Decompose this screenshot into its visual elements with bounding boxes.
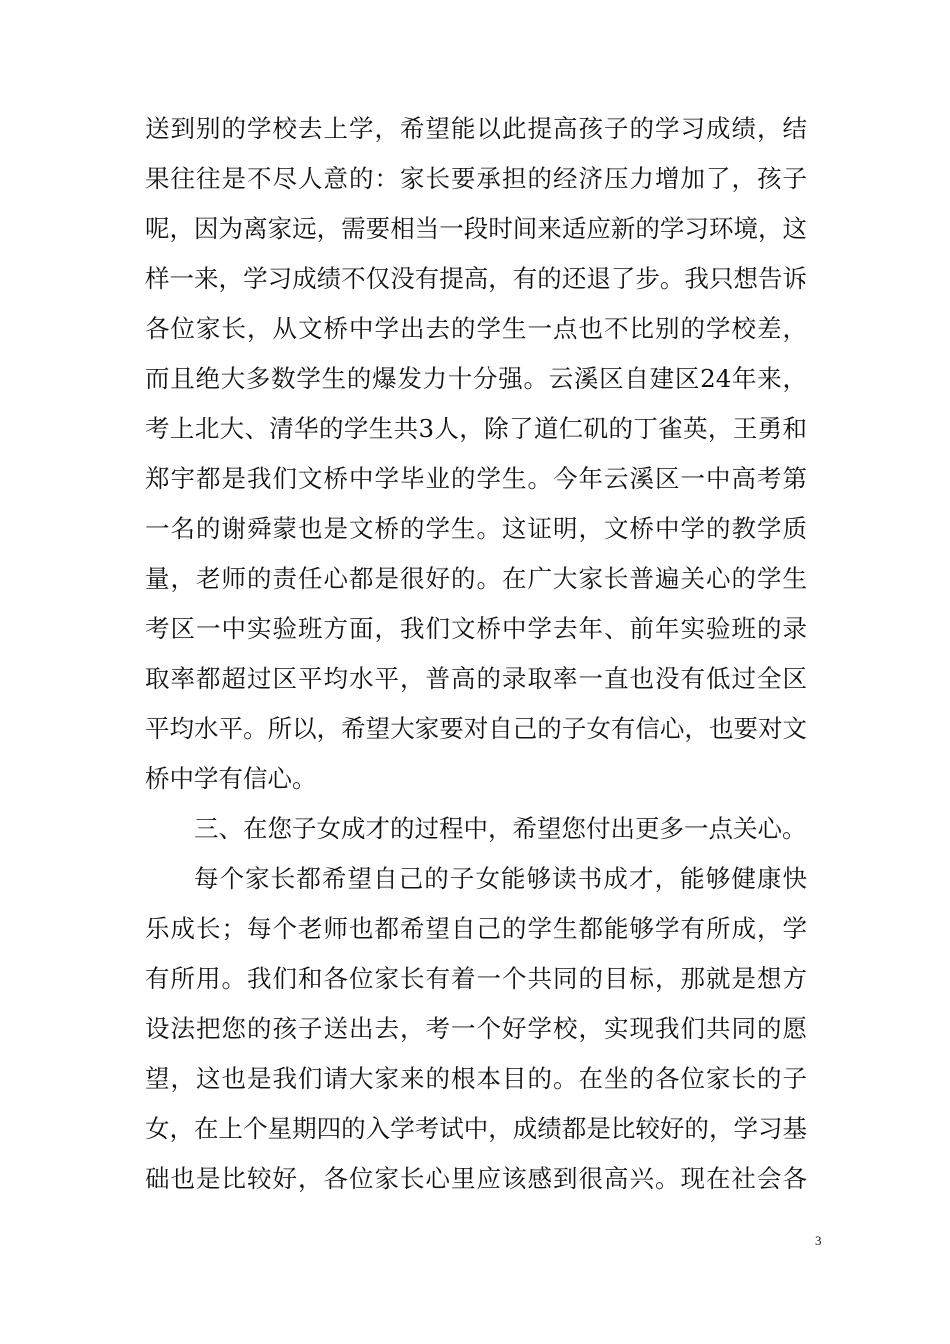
text-line: 一名的谢舜蒙也是文桥的学生。这证明，文桥中学的教学质 — [145, 514, 807, 543]
text-line: 三、在您子女成才的过程中，希望您付出更多一点关心。 — [194, 814, 807, 843]
text-line: 有所用。我们和各位家长有着一个共同的目标，那就是想方 — [145, 964, 807, 993]
text-line: 果往往是不尽人意的：家长要承担的经济压力增加了，孩子 — [145, 164, 807, 193]
text-line: 每个家长都希望自己的子女能够读书成才，能够健康快 — [194, 864, 807, 893]
text-line: 女，在上个星期四的入学考试中，成绩都是比较好的，学习基 — [145, 1114, 807, 1143]
text-line: 设法把您的孩子送出去，考一个好学校，实现我们共同的愿 — [145, 1014, 807, 1043]
text-line: 样一来，学习成绩不仅没有提高，有的还退了步。我只想告诉 — [145, 264, 807, 293]
text-line: 送到别的学校去上学，希望能以此提高孩子的学习成绩，结 — [145, 114, 807, 143]
text-line: 呢，因为离家远，需要相当一段时间来适应新的学习环境，这 — [145, 214, 807, 243]
body-text — [145, 104, 807, 1204]
text-line: 取率都超过区平均水平，普高的录取率一直也没有低过全区 — [145, 664, 807, 693]
text-line: 考上北大、清华的学生共3人，除了道仁矶的丁雀英，王勇和 — [145, 414, 807, 443]
text-line: 乐成长；每个老师也都希望自己的学生都能够学有所成，学 — [145, 914, 807, 943]
text-line: 考区一中实验班方面，我们文桥中学去年、前年实验班的录 — [145, 614, 807, 643]
paragraph — [145, 104, 807, 804]
page-number: 3 — [815, 1233, 822, 1248]
section-heading — [145, 804, 807, 854]
text-line: 量，老师的责任心都是很好的。在广大家长普遍关心的学生 — [145, 564, 807, 593]
paragraph — [145, 854, 807, 1204]
text-line: 而且绝大多数学生的爆发力十分强。云溪区自建区24年来， — [145, 364, 807, 393]
text-line: 平均水平。所以，希望大家要对自己的子女有信心，也要对文 — [145, 714, 807, 743]
text-line: 郑宇都是我们文桥中学毕业的学生。今年云溪区一中高考第 — [145, 464, 807, 493]
text-line: 础也是比较好，各位家长心里应该感到很高兴。现在社会各 — [145, 1164, 807, 1193]
text-line: 各位家长，从文桥中学出去的学生一点也不比别的学校差， — [145, 314, 807, 343]
text-line: 望，这也是我们请大家来的根本目的。在坐的各位家长的子 — [145, 1064, 807, 1093]
text-line: 桥中学有信心。 — [145, 764, 317, 793]
